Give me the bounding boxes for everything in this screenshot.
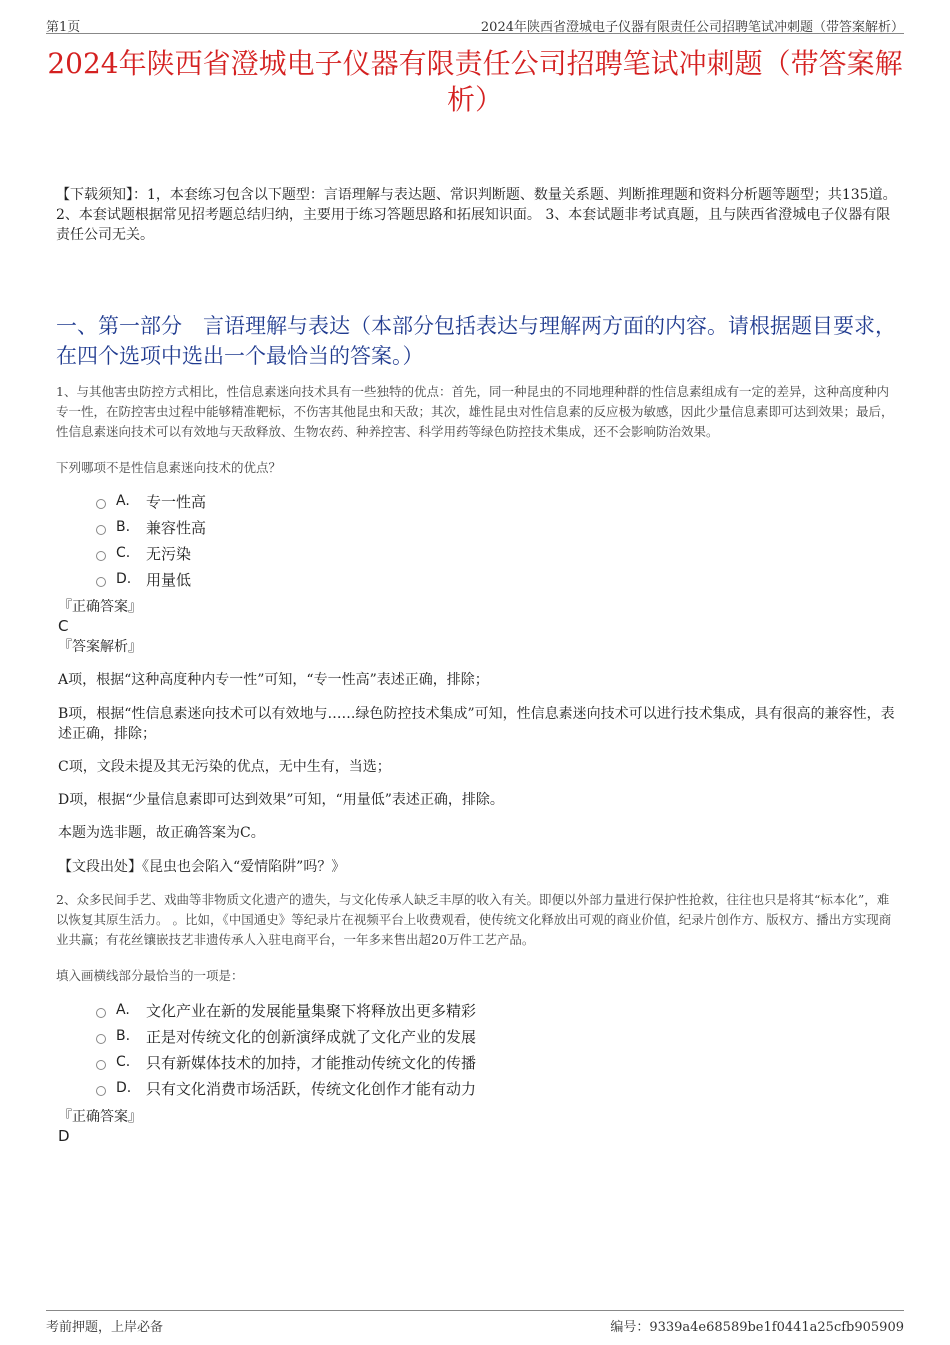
option-text: 兼容性高 [146,518,207,537]
option-letter: C. [116,545,131,561]
option-letter: B. [116,519,131,535]
option-a[interactable] [96,488,206,514]
option-d[interactable] [96,1075,476,1101]
option-text: 只有新媒体技术的加持，才能推动传统文化的传播 [146,1053,477,1072]
answer-value: D [58,1127,70,1145]
option-text: 用量低 [146,570,192,589]
radio-icon[interactable] [96,499,106,509]
analysis-conclusion: 本题为选非题，故正确答案为C。 [58,825,265,841]
radio-icon[interactable] [96,1086,106,1096]
page-number: 第1页 [46,20,81,35]
option-text: 只有文化消费市场活跃，传统文化创作才能有动力 [146,1079,477,1098]
option-text: 正是对传统文化的创新演绎成就了文化产业的发展 [146,1027,477,1046]
analysis-d: D项，根据“少量信息素即可达到效果”可知，“用量低”表述正确，排除。 [58,792,504,808]
option-letter: D. [116,571,132,587]
footer-slogan: 考前押题，上岸必备 [46,1320,164,1335]
option-letter: C. [116,1054,131,1070]
analysis-label: 『答案解析』 [58,639,142,655]
option-c[interactable] [96,540,206,566]
answer-label: 『正确答案』 [58,599,142,615]
option-letter: B. [116,1028,131,1044]
question-1-text: 1、与其他害虫防控方式相比，性信息素迷向技术具有一些独特的优点：首先，同一种昆虫的不同地理种群的性信息素组成有一定的差异，这种高度种内专一性，在防控害虫过程中能够精准靶标，不伤害其他昆虫和天敌；其次，雄性昆虫对性信息素的反应极为敏感，因此少量信息素即可达到效果；最后，性信息素迷向技术可以有效地与天敌释放、生物农药、种养控害、科学用药等绿色防控技术集成，还不会影响防治效果。 [56,384,894,439]
option-letter: D. [116,1080,132,1096]
page-footer [46,1310,904,1340]
answer-value: C [58,617,69,635]
question-1-options [96,488,206,592]
analysis-a: A项，根据“这种高度种内专一性”可知，“专一性高”表述正确，排除； [58,672,489,688]
radio-icon[interactable] [96,1034,106,1044]
option-a[interactable] [96,997,476,1023]
question-2-text: 2、众多民间手艺、戏曲等非物质文化遗产的遗失，与文化传承人缺乏丰厚的收入有关。即便以外部力量进行保护性抢救，往往也只是将其“标本化”，难以恢复其原生活力。 。比如，《中国通史》等纪录片在视频平台上收费观看，使传统文化释放出可观的商业价值，纪录片创作方、版权方、播出方实现商业共赢；有花丝镶嵌技艺非遗传承人入驻电商平台，一年多来售出超20万件工艺产品。 [56,892,892,947]
analysis-source: 【文段出处】《昆虫也会陷入“爱情陷阱”吗？》 [58,859,346,875]
section-heading: 一、第一部分 言语理解与表达（本部分包括表达与理解两方面的内容。请根据题目要求，在四个选项中选出一个最恰当的答案。） [56,314,896,368]
option-d[interactable] [96,566,206,592]
radio-icon[interactable] [96,551,106,561]
download-notice: 【下载须知】：1，本套练习包含以下题型：言语理解与表达题、常识判断题、数量关系题、判断推理题和资料分析题等题型；共135道。 2、本套试题根据常见招考题总结归纳，主要用于练习答题思路和拓展知识面。 3、本套试题非考试真题，且与陕西省澄城电子仪器有限责任公司无关。 [56,187,897,243]
analysis-b: B项，根据“性信息素迷向技术可以有效地与……绿色防控技术集成”可知，性信息素迷向技术可以进行技术集成，具有很高的兼容性，表述正确，排除； [58,706,895,742]
question-1-prompt: 下列哪项不是性信息素迷向技术的优点？ [56,460,282,475]
radio-icon[interactable] [96,1008,106,1018]
option-b[interactable] [96,1023,476,1049]
option-letter: A. [116,493,130,509]
radio-icon[interactable] [96,1060,106,1070]
option-letter: A. [116,1002,130,1018]
answer-label: 『正确答案』 [58,1109,142,1125]
option-b[interactable] [96,514,206,540]
analysis-c: C项，文段未提及其无污染的优点，无中生有，当选； [58,759,391,775]
footer-serial: 编号：9339a4e68589be1f0441a25cfb905909 [610,1320,904,1335]
option-text: 专一性高 [146,492,207,511]
question-2-prompt: 填入画横线部分最恰当的一项是： [56,968,244,983]
document-title: 2024年陕西省澄城电子仪器有限责任公司招聘笔试冲刺题（带答案解析） [47,47,903,116]
option-c[interactable] [96,1049,476,1075]
page-header [46,14,904,34]
option-text: 无污染 [146,544,192,563]
option-text: 文化产业在新的发展能量集聚下将释放出更多精彩 [146,1001,477,1020]
radio-icon[interactable] [96,577,106,587]
question-2-options [96,997,476,1101]
header-doc-title: 2024年陕西省澄城电子仪器有限责任公司招聘笔试冲刺题（带答案解析） [480,20,904,35]
radio-icon[interactable] [96,525,106,535]
